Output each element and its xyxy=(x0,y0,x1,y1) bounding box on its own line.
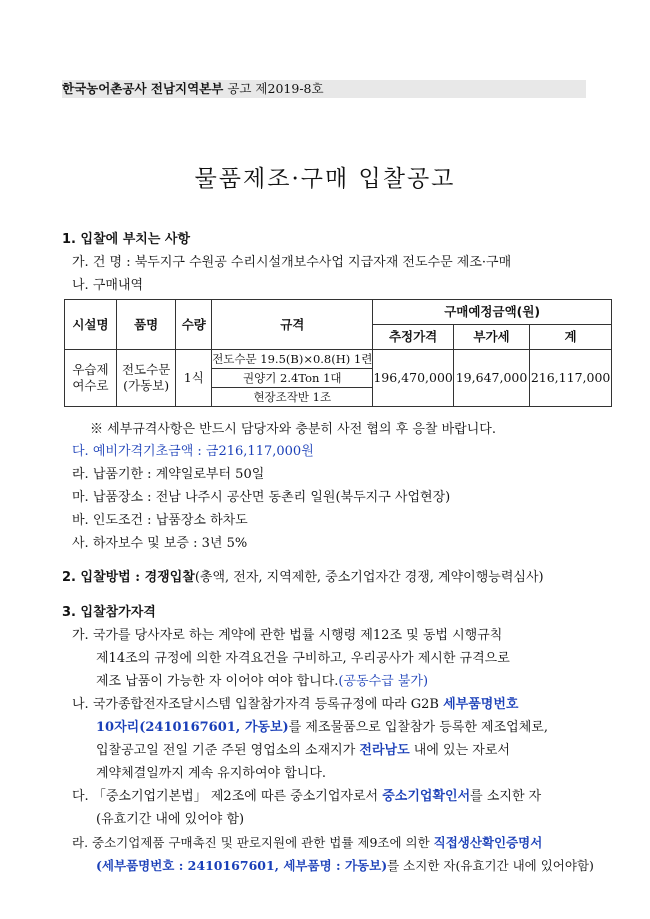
cell-facility xyxy=(65,350,117,407)
item3-na-line3 xyxy=(96,742,510,760)
item3-na-line4: 계약체결일까지 계속 유지하여야 합니다. xyxy=(96,766,327,781)
facility-line2: 여수로 xyxy=(72,378,109,393)
header-item: 품명 xyxy=(116,300,175,350)
item3-na-line1 xyxy=(72,696,518,714)
header-spec: 규격 xyxy=(212,300,373,350)
section2-heading: 2. 입찰방법 xyxy=(62,570,131,585)
na-line2-text: 를 제조물품으로 입찰참가 등록한 제조업체로, xyxy=(288,720,548,735)
section3-heading: 3. 입찰참가자격 xyxy=(62,605,156,620)
notice-header xyxy=(62,80,586,98)
da-line1-tail: 를 소지한 자 xyxy=(470,789,542,804)
detail-item-number: 10자리(2410167601, 가동보) xyxy=(96,720,289,735)
detail-item-number-label: 세부품명번호 xyxy=(443,697,519,712)
section2-line xyxy=(62,569,544,587)
page-title: 물품제조·구매 입찰공고 xyxy=(194,166,456,192)
da-line1-text: 다. 「중소기업기본법」 제2조에 따른 중소기업자로서 xyxy=(72,789,383,804)
item3-na-line2 xyxy=(96,719,548,737)
item-sa-warranty: 사. 하자보수 및 보증 : 3년 5% xyxy=(72,536,248,551)
header-vat: 부가세 xyxy=(453,325,529,350)
item-ra-deadline: 라. 납품기한 : 계약일로부터 50일 xyxy=(72,467,265,482)
item-na-purchase: 나. 구매내역 xyxy=(72,278,144,293)
ra-detail-item: (세부품명번호 : 2410167601, 세부품명 : 가동보) xyxy=(96,858,388,873)
item3-ga-line2: 제14조의 규정에 의한 자격요건을 구비하고, 우리공사가 제시한 규격으로 xyxy=(96,651,510,666)
bid-method: : 경쟁입찰 xyxy=(130,570,195,585)
ga-line3-text: 제조 납품이 가능한 자 이어야 여야 합니다. xyxy=(96,674,339,689)
joint-bid-not-allowed: (공동수급 불가) xyxy=(338,674,429,689)
na-line3-text: 입찰공고일 전일 기준 주된 영업소의 소재지가 xyxy=(96,743,360,758)
cell-est: 196,470,000 xyxy=(373,350,454,407)
sme-certificate: 중소기업확인서 xyxy=(382,789,471,804)
ra-line2-tail: 를 소지한 자(유효기간 내에 있어야함) xyxy=(387,858,594,873)
item3-ra-line2 xyxy=(96,857,594,875)
header-qty: 수량 xyxy=(176,300,212,350)
direct-production-certificate: 직접생산확인증명서 xyxy=(433,835,543,850)
item3-ra-line1 xyxy=(72,834,542,852)
item3-ga-line3 xyxy=(96,673,428,691)
item3-da-line1 xyxy=(72,788,541,806)
notice-number: 공고 제2019-8호 xyxy=(227,81,324,96)
na-line1-text: 나. 국가종합전자조달시스템 입찰참가자격 등록규정에 따라 G2B xyxy=(72,697,444,712)
ra-line1-text: 라. 중소기업제품 구매촉진 및 판로지원에 관한 법률 제9조에 의한 xyxy=(72,835,434,850)
region-jeonnam: 전라남도 xyxy=(359,743,410,758)
header-facility: 시설명 xyxy=(65,300,117,350)
section1-heading: 1. 입찰에 부치는 사항 xyxy=(62,232,191,247)
bid-method-detail: (총액, 전자, 지역제한, 중소기업자간 경쟁, 계약이행능력심사) xyxy=(194,570,544,585)
item-da-base-price: 다. 예비가격기초금액 : 금216,117,000원 xyxy=(72,444,314,459)
item-ga-subject: 가. 건 명 : 북두지구 수원공 수리시설개보수사업 지급자재 전도수문 제조·구매 xyxy=(72,255,512,270)
item-line2: (가동보) xyxy=(123,378,170,393)
item-line1: 전도수문 xyxy=(121,362,171,377)
facility-line1: 우습제 xyxy=(72,362,109,377)
organization-name: 한국농어촌공사 전남지역본부 xyxy=(62,81,224,96)
cell-item xyxy=(116,350,175,407)
cell-spec-gate: 전도수문 19.5(B)×0.8(H) 1련 xyxy=(212,350,373,369)
cell-spec-hoist: 권양기 2.4Ton 1대 xyxy=(212,369,373,388)
cell-spec-panel: 현장조작반 1조 xyxy=(212,388,373,407)
header-total: 계 xyxy=(530,325,612,350)
purchase-table xyxy=(64,299,612,407)
item3-da-line2: (유효기간 내에 있어야 함) xyxy=(96,812,245,827)
cell-qty: 1식 xyxy=(176,350,212,407)
header-price-group: 구매예정금액(원) xyxy=(373,300,612,325)
cell-total: 216,117,000 xyxy=(530,350,612,407)
item3-ga-line1: 가. 국가를 당사자로 하는 계약에 관한 법률 시행령 제12조 및 동법 시행규칙 xyxy=(72,628,503,643)
header-est: 추정가격 xyxy=(373,325,454,350)
na-line3-tail: 내에 있는 자로서 xyxy=(409,743,510,758)
item-ba-delivery: 바. 인도조건 : 납품장소 하차도 xyxy=(72,513,248,528)
item-ma-place: 마. 납품장소 : 전남 나주시 공산면 동촌리 일원(북두지구 사업현장) xyxy=(72,490,451,505)
spec-note: ※ 세부규격사항은 반드시 담당자와 충분히 사전 협의 후 응찰 바랍니다. xyxy=(90,422,496,437)
cell-vat: 19,647,000 xyxy=(453,350,529,407)
